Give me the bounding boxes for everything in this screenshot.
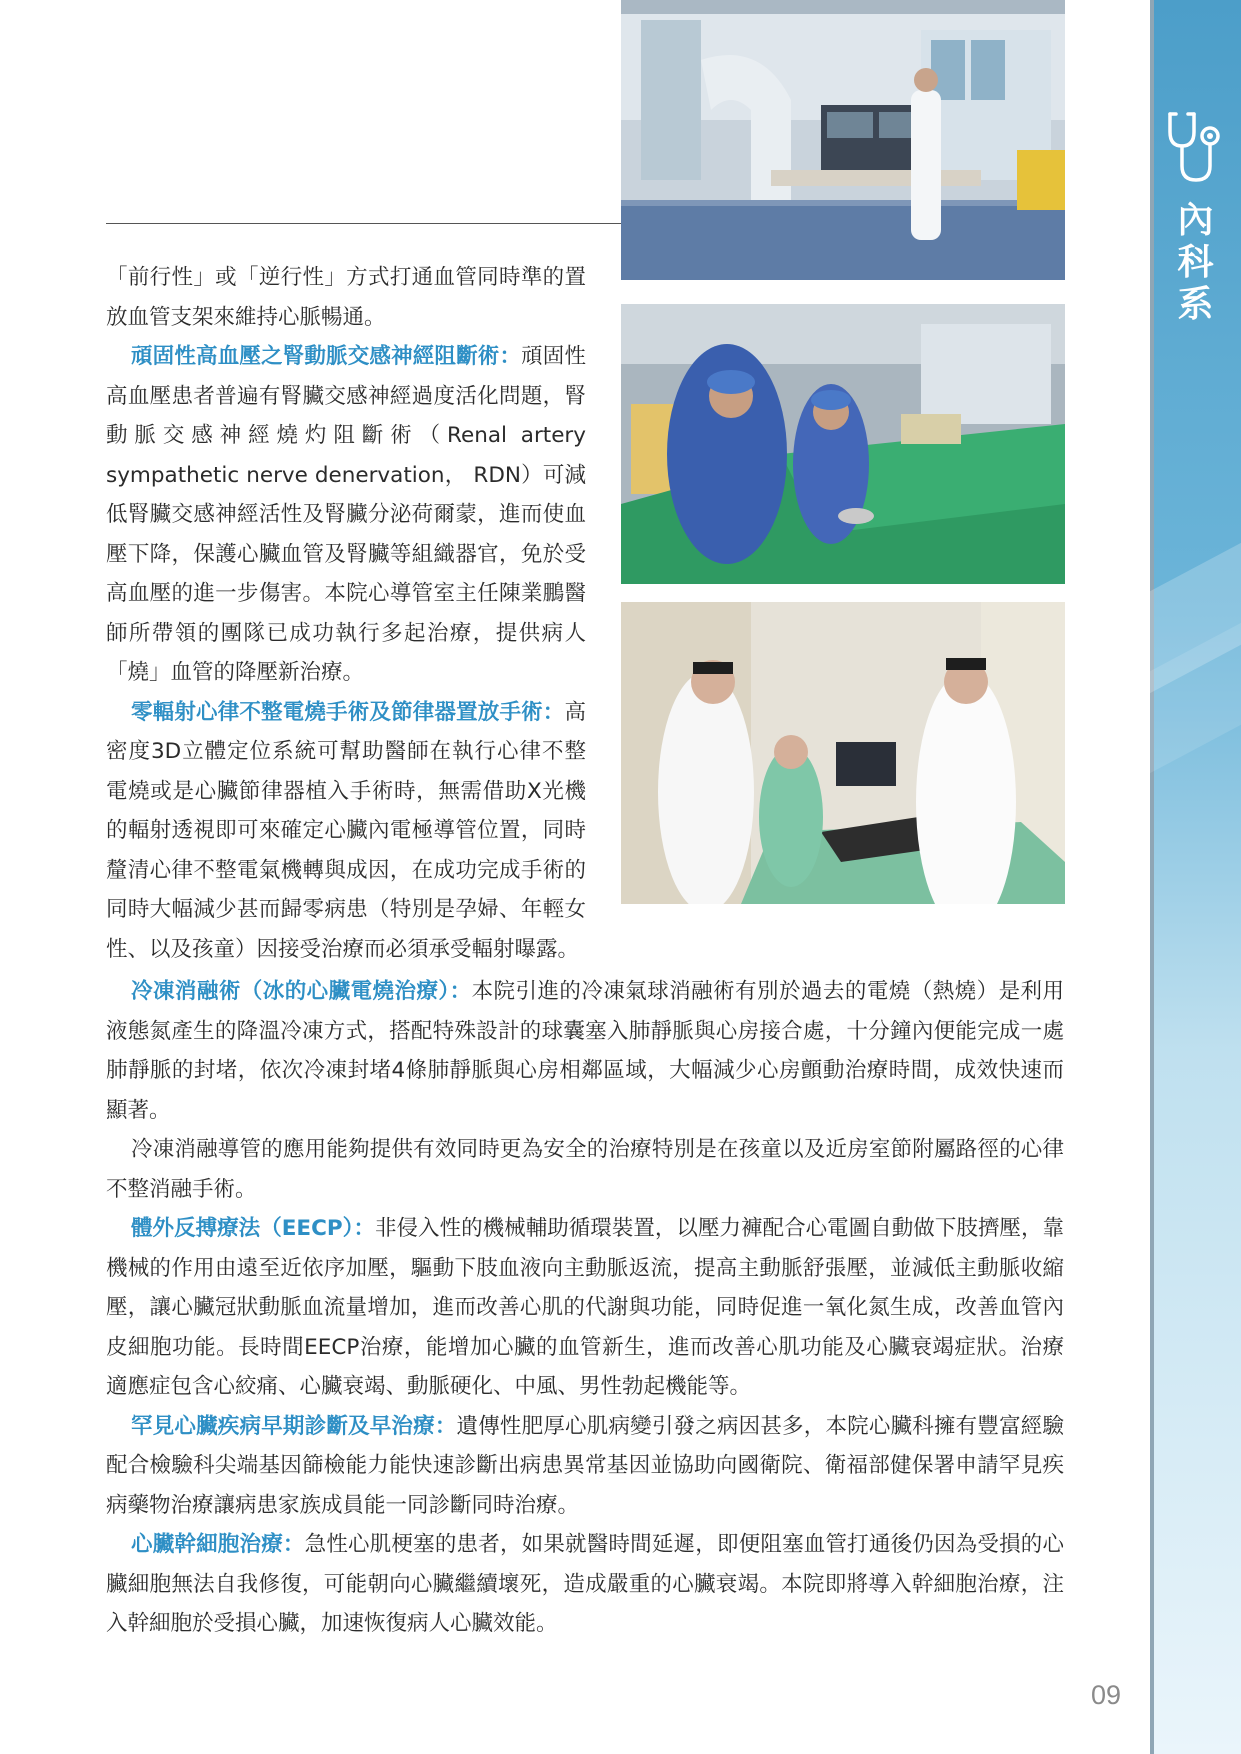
paragraph: 冷凍消融導管的應用能夠提供有效同時更為安全的治療特別是在孩童以及近房室節附屬路徑的心律不整消融手術。 (106, 1137, 1064, 1202)
divider-line (106, 223, 621, 224)
photo-consult (621, 602, 1065, 904)
heading-cryoablation: 冷凍消融術（冰的心臟電燒治療）： (131, 979, 472, 1004)
page-number: 09 (1091, 1680, 1122, 1710)
paragraph-body: 遺傳性肥厚心肌病變引發之病因甚多，本院心臟科擁有豐富經驗配合檢驗科尖端基因篩檢能力能快速診斷出病患異常基因並協助向國衛院、衛福部健保署申請罕見疾病藥物治療讓病患家族成員能一同診斷同時治療。 (106, 1413, 1064, 1518)
full-width-text (106, 972, 1064, 1644)
heading-eecp: 體外反搏療法（EECP）： (131, 1216, 375, 1241)
heading-rdn: 頑固性高血壓之腎動脈交感神經阻斷術： (131, 344, 522, 369)
paragraph (106, 693, 586, 970)
section-title: 內科系 (1177, 200, 1214, 325)
paragraph (106, 1209, 1064, 1407)
paragraph (106, 1407, 1064, 1526)
photo-procedure (621, 304, 1065, 584)
paragraph-body: 頑固性高血壓患者普遍有腎臟交感神經過度活化問題，腎動脈交感神經燒灼阻斷術（Renal artery sympathetic nerve denervation， RDN）可減低腎臟交感神經活性及腎臟分泌荷爾蒙，進而使血壓下降，保護心臟血管及腎臟等組織器官，免於受高血壓的進一步傷害。本院心導管室主任陳業鵬醫師所帶領的團隊已成功執行多起治療，提供病人「燒」血管的降壓新治療。 (106, 344, 586, 685)
paragraph-body: 非侵入性的機械輔助循環裝置，以壓力褲配合心電圖自動做下肢擠壓，靠機械的作用由遠至近依序加壓，驅動下肢血液向主動脈返流，提高主動脈舒張壓，並減低主動脈收縮壓，讓心臟冠狀動脈血流量增加，進而改善心肌的代謝與功能，同時促進一氧化氮生成，改善血管內皮細胞功能。長時間EECP治療，能增加心臟的血管新生，進而改善心肌功能及心臟衰竭症狀。治療適應症包含心絞痛、心臟衰竭、動脈硬化、中風、男性勃起機能等。 (106, 1216, 1064, 1399)
stethoscope-icon (1162, 108, 1232, 188)
heading-stem-cell: 心臟幹細胞治療： (131, 1532, 305, 1557)
paragraph-body: 急性心肌梗塞的患者，如果就醫時間延遲，即便阻塞血管打通後仍因為受損的心臟細胞無法自我修復，可能朝向心臟繼續壞死，造成嚴重的心臟衰竭。本院即將導入幹細胞治療，注入幹細胞於受損心臟，加速恢復病人心臟效能。 (106, 1532, 1064, 1636)
paragraph: 「前行性」或「逆行性」方式打通血管同時準的置放血管支架來維持心脈暢通。 (106, 265, 586, 330)
paragraph (106, 1525, 1064, 1644)
paragraph (106, 972, 1064, 1130)
section-sidebar (1150, 0, 1241, 1754)
heading-rare-disease: 罕見心臟疾病早期診斷及早治療： (131, 1413, 457, 1439)
photo-cath-lab (621, 0, 1065, 280)
heading-zero-radiation: 零輻射心律不整電燒手術及節律器置放手術： (131, 699, 565, 725)
column-text (106, 258, 586, 969)
paragraph (106, 337, 586, 693)
paragraph-body: 高密度3D立體定位系統可幫助醫師在執行心律不整電燒或是心臟節律器植入手術時，無需借助X光機的輻射透視即可來確定心臟內電極導管位置，同時釐清心律不整電氣機轉與成因，在成功完成手術的同時大幅減少甚而歸零病患（特別是孕婦、年輕女性、以及孩童）因接受治療而必須承受輻射曝露。 (106, 699, 586, 962)
paragraph-body: 本院引進的冷凍氣球消融術有別於過去的電燒（熱燒）是利用液態氮產生的降溫冷凍方式，搭配特殊設計的球囊塞入肺靜脈與心房接合處，十分鐘內便能完成一處肺靜脈的封堵，依次冷凍封堵4條肺靜脈與心房相鄰區域，大幅減少心房顫動治療時間，成效快速而顯著。 (106, 979, 1064, 1123)
